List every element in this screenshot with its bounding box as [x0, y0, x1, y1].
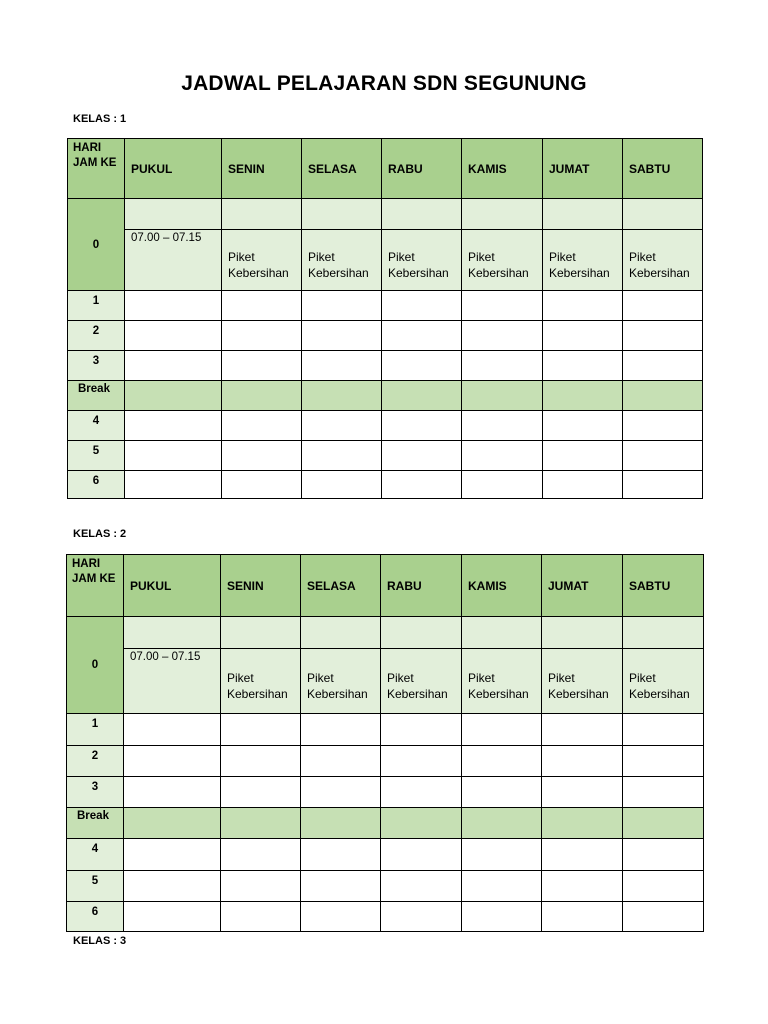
table-row	[68, 351, 703, 381]
empty-cell	[542, 617, 623, 649]
header-pukul: PUKUL	[125, 139, 222, 199]
jam-cell: 1	[67, 714, 124, 746]
kelas-2-label: KELAS : 2	[73, 528, 127, 540]
activity-cell-sabtu: Piket Kebersihan	[623, 230, 703, 291]
schedule-table-kelas-2	[66, 554, 704, 932]
empty-cell	[301, 617, 381, 649]
page-title: JADWAL PELAJARAN SDN SEGUNUNG	[181, 72, 587, 95]
jam-cell: 6	[67, 902, 124, 932]
table-row	[67, 902, 704, 932]
jam-cell-0: 0	[67, 617, 124, 714]
jam-cell: 4	[67, 839, 124, 871]
table-row	[68, 411, 703, 441]
activity-cell-rabu: Piket Kebersihan	[382, 230, 462, 291]
header-kamis: KAMIS	[462, 139, 543, 199]
jam-cell: 3	[67, 777, 124, 808]
break-label: Break	[67, 808, 124, 839]
corner-header-text: HARI JAM KE	[73, 142, 117, 169]
table-row	[67, 746, 704, 777]
table-row	[68, 321, 703, 351]
empty-cell	[381, 617, 462, 649]
table-row	[67, 714, 704, 746]
empty-cell	[623, 199, 703, 230]
header-rabu: RABU	[382, 139, 462, 199]
schedule-table-kelas-1	[67, 138, 703, 499]
table-row	[67, 839, 704, 871]
empty-cell	[124, 617, 221, 649]
activity-cell-sabtu: Piket Kebersihan	[623, 649, 704, 714]
header-pukul: PUKUL	[124, 555, 221, 617]
kelas-1-label: KELAS : 1	[73, 113, 127, 125]
activity-cell-senin: Piket Kebersihan	[221, 649, 301, 714]
table-row	[68, 471, 703, 499]
activity-cell-jumat: Piket Kebersihan	[543, 230, 623, 291]
jam-cell: 4	[68, 411, 125, 441]
jam-cell: 2	[68, 321, 125, 351]
table-row	[67, 871, 704, 902]
empty-cell	[221, 617, 301, 649]
activity-cell-selasa: Piket Kebersihan	[301, 649, 381, 714]
break-label: Break	[68, 381, 125, 411]
corner-header-hari-jamke	[68, 139, 125, 199]
pukul-cell: 07.00 – 07.15	[125, 230, 222, 291]
jam-cell: 3	[68, 351, 125, 381]
jam-cell: 5	[68, 441, 125, 471]
table-row	[68, 291, 703, 321]
corner-header-hari-jamke	[67, 555, 124, 617]
header-senin: SENIN	[222, 139, 302, 199]
activity-cell-kamis: Piket Kebersihan	[462, 649, 542, 714]
activity-cell-rabu: Piket Kebersihan	[381, 649, 462, 714]
break-row	[68, 381, 703, 411]
header-selasa: SELASA	[301, 555, 381, 617]
activity-cell-selasa: Piket Kebersihan	[302, 230, 382, 291]
corner-header-text: HARI JAM KE	[72, 558, 116, 585]
pukul-cell: 07.00 – 07.15	[124, 649, 221, 714]
activity-cell-kamis: Piket Kebersihan	[462, 230, 543, 291]
header-kamis: KAMIS	[462, 555, 542, 617]
header-sabtu: SABTU	[623, 139, 703, 199]
header-jumat: JUMAT	[542, 555, 623, 617]
empty-cell	[302, 199, 382, 230]
empty-cell	[222, 199, 302, 230]
header-senin: SENIN	[221, 555, 301, 617]
activity-cell-senin: Piket Kebersihan	[222, 230, 302, 291]
activity-cell-jumat: Piket Kebersihan	[542, 649, 623, 714]
empty-cell	[125, 199, 222, 230]
jam-cell: 1	[68, 291, 125, 321]
jam-cell: 5	[67, 871, 124, 902]
empty-cell	[382, 199, 462, 230]
empty-cell	[623, 617, 704, 649]
table-row	[68, 441, 703, 471]
empty-cell	[543, 199, 623, 230]
header-jumat: JUMAT	[543, 139, 623, 199]
header-sabtu: SABTU	[623, 555, 704, 617]
empty-cell	[462, 617, 542, 649]
table-row	[67, 777, 704, 808]
header-selasa: SELASA	[302, 139, 382, 199]
jam-cell: 2	[67, 746, 124, 777]
jam-cell-0: 0	[68, 199, 125, 291]
jam-cell: 6	[68, 471, 125, 499]
empty-cell	[462, 199, 543, 230]
header-rabu: RABU	[381, 555, 462, 617]
break-row	[67, 808, 704, 839]
kelas-3-label: KELAS : 3	[73, 935, 127, 947]
